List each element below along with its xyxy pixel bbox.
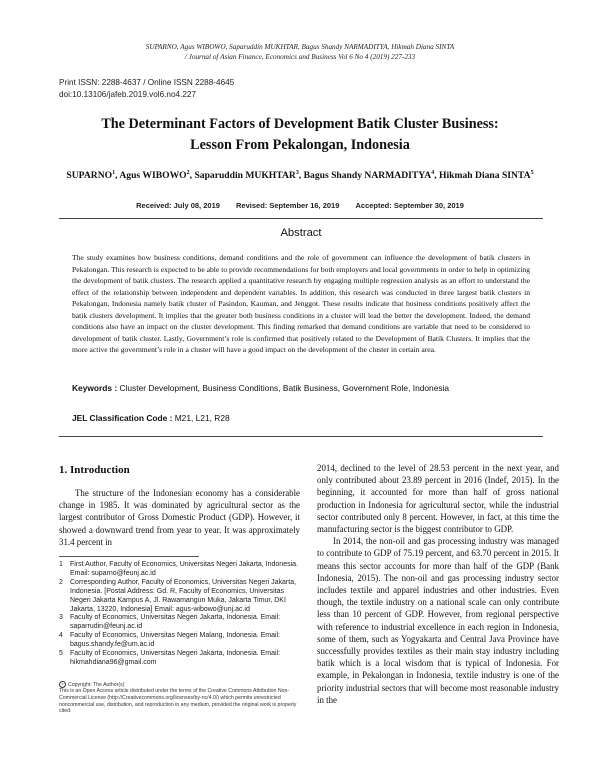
author-name: SUPARNO xyxy=(66,170,113,182)
running-header-journal: / Journal of Asian Finance, Economics and Business Vol 6 No 4 (2019) 227-233 xyxy=(184,53,416,61)
footnote-text: Faculty of Economics, Universitas Negeri Jakarta, Indonesia. Email: hikmahdiana96@gmail.com xyxy=(70,650,281,666)
keywords-line xyxy=(72,383,542,393)
footnote-text: First Author, Faculty of Economics, Universitas Negeri Jakarta, Indonesia. Email: suparno@feunj.ac.id xyxy=(70,561,298,577)
divider-bottom xyxy=(59,436,543,437)
license-text: This is an Open Access article distributed under the terms of the Creative Commons Attribution Non-Commercial License (http://Creativecommons.org/licenses/by-nc/4.0/) which permits unrestricted noncommercial use, distribution, and reproduction in any medium, provided the original work is properly cited. xyxy=(59,688,297,715)
footnote-item xyxy=(59,632,300,650)
abstract-text: The study examines how business conditions, demand conditions and the role of government can influence the development of batik clusters in Pekalongan. This research is expected to be able to provide recommendations for both employers and local governments in order to help in optimizing the development of batik clusters. The research applied a quantitative research by engaging multiple regression analysis as an effort to understand the effect of the relationship between independent and dependent variables. In addition, this research was conducted in three largest batik clusters in Pekalongan, Indonesia namely batik cluster of Pasindon, Kauman, and Jenggot. These results indicate that business conditions positively affect the batik clusters development. It implies that the greater both business conditions in a cluster will lead the better the development. Indeed, the demand conditions also have an impact on the cluster development. This finding remarked that demand conditions are variable that need to be considered to development of batik cluster. Lastly, Government’s role is confirmed that positively related to the Development of Batik Clusters. It implies that the more active the government’s role in a cluster will have a good impact on the development of the cluster in certain area. xyxy=(72,253,530,355)
paper-title xyxy=(40,114,560,156)
footnote-number: 1 xyxy=(59,561,63,568)
intro-column-1-text: The structure of the Indonesian economy has a considerable change in 1985. It was dominated by agricultural sector as the largest contributor of Gross Domestic Product (GDP). However, it showed a downward trend from year to year. It was approximately 31.4 percent in xyxy=(59,488,300,547)
title-line-1: The Determinant Factors of Development Batik Cluster Business: xyxy=(101,116,499,132)
jel-label: JEL Classification Code : xyxy=(72,413,173,423)
intro-column-2 xyxy=(317,462,559,706)
copyright-icon: c xyxy=(59,681,66,688)
issn-block xyxy=(59,77,234,100)
keywords-value: Cluster Development, Business Conditions, Batik Business, Government Role, Indonesia xyxy=(117,383,450,393)
footnote-text: Corresponding Author, Faculty of Economics, Universitas Negeri Jakarta, Indonesia. [Postal Address: Gd. R, Faculty of Economics, Universitas Negeri Jakarta Kampus A, Jl. Rawamangun Muka, Jakarta Timur, DKI Jakarta, 13220, Indonesia] Email: agus-wibowo@unj.ac.id xyxy=(70,578,297,613)
footnote-text: Faculty of Economics, Universitas Negeri Malang, Indonesia. Email: bagus.shandy.fe@um.ac.id xyxy=(70,632,281,649)
footnote-text: Faculty of Economics, Universitas Negeri Jakarta, Indonesia. Email: saparrudin@feunj.ac.id xyxy=(70,614,281,631)
footnote-number: 5 xyxy=(59,650,63,658)
footnote-number: 2 xyxy=(59,578,63,586)
keywords-label: Keywords : xyxy=(72,383,118,393)
footnote-item xyxy=(59,579,300,615)
author-affiliation-mark: 1 xyxy=(112,170,116,176)
issn-line: Print ISSN: 2288-4637 / Online ISSN 2288-4645 xyxy=(59,78,235,87)
author-list: SUPARNO$^1$, Agus WIBOWO$^2$, Saparuddin MUKHTAR$^3$, Bagus Shandy NARMADITYA$^4$, Hikmah Diana SINTA$^5$ xyxy=(66,170,534,182)
received-date: Received: July 08, 2019 xyxy=(136,201,220,210)
author-name: Hikmah Diana SINTA xyxy=(439,170,531,182)
author-name: Agus WIBOWO xyxy=(119,170,187,182)
intro-column-2-paragraph-2: In 2014, the non-oil and gas processing industry was managed to contribute to GDP of 75.19 percent, and 63.70 percent in 2015. It means this sector accounts for more than half of the GDP (Bank Indonesia, 2015). The non-oil and gas processing industry sector includes textile and apparel industries and other industries. Even though, the textile industry on a national scale can only contribute less than 10 percent of GDP. However, from regional perspective with reference to industrial excellence in each region in Indonesia, some of them, such as Yogyakarta and Central Java Province have successfully provides textiles as their main stay industry including batik which is a local wisdom that is typical of Indonesia. For example, in Pekalongan in Indonesia, textile industry is one of the priority industrial sectors that will become most reasonable industry in the xyxy=(317,536,559,705)
jel-line xyxy=(72,413,542,423)
footnote-item xyxy=(59,561,300,579)
accepted-date: Accepted: September 30, 2019 xyxy=(355,201,464,210)
title-line-2: Lesson From Pekalongan, Indonesia xyxy=(190,137,410,153)
copyright-line xyxy=(59,681,300,688)
author-affiliation-mark: 4 xyxy=(431,170,435,176)
copyright-text: Copyright: The Author(s) xyxy=(68,681,125,688)
abstract-heading: Abstract xyxy=(280,227,322,239)
footnote-item xyxy=(59,614,300,632)
divider-top xyxy=(59,218,543,219)
author-affiliation-mark: 3 xyxy=(295,170,299,176)
section-heading-introduction: 1. Introduction xyxy=(59,464,130,476)
doi-line: doi:10.13106/jafeb.2019.vol6.no4.227 xyxy=(59,89,197,99)
intro-column-2-paragraph-1: 2014, declined to the level of 28.53 percent in the next year, and only contributed about 23.89 percent in 2016 (Indef, 2015). In the beginning, it accounted for more than half of gross national production in Indonesia for agricultural sector, while the industrial sector contributed only 8 percent. However, in fact, at this time the manufacturing sector is the biggest contributor to GDP. xyxy=(317,463,559,535)
footnote-list xyxy=(59,561,300,668)
revised-date: Revised: September 16, 2019 xyxy=(236,201,340,210)
publication-dates xyxy=(40,201,560,210)
author-affiliation-mark: 2 xyxy=(186,170,190,176)
running-header-authors: SUPARNO, Agus WIBOWO, Saparuddin MUKHTAR, Bagus Shandy NARMADITYA, Hikmah Diana SINTA xyxy=(145,43,455,51)
footnote-item xyxy=(59,650,300,668)
author-name: Saparuddin MUKHTAR xyxy=(194,170,296,182)
author-affiliation-mark: 5 xyxy=(530,170,534,176)
author-name: Bagus Shandy NARMADITYA xyxy=(303,170,432,182)
footnote-number: 4 xyxy=(59,632,63,640)
jel-value: M21, L21, R28 xyxy=(172,413,230,423)
footnote-number: 3 xyxy=(59,614,63,622)
copyright-notice xyxy=(59,681,300,715)
footnote-divider xyxy=(59,556,199,557)
running-header xyxy=(0,42,600,62)
